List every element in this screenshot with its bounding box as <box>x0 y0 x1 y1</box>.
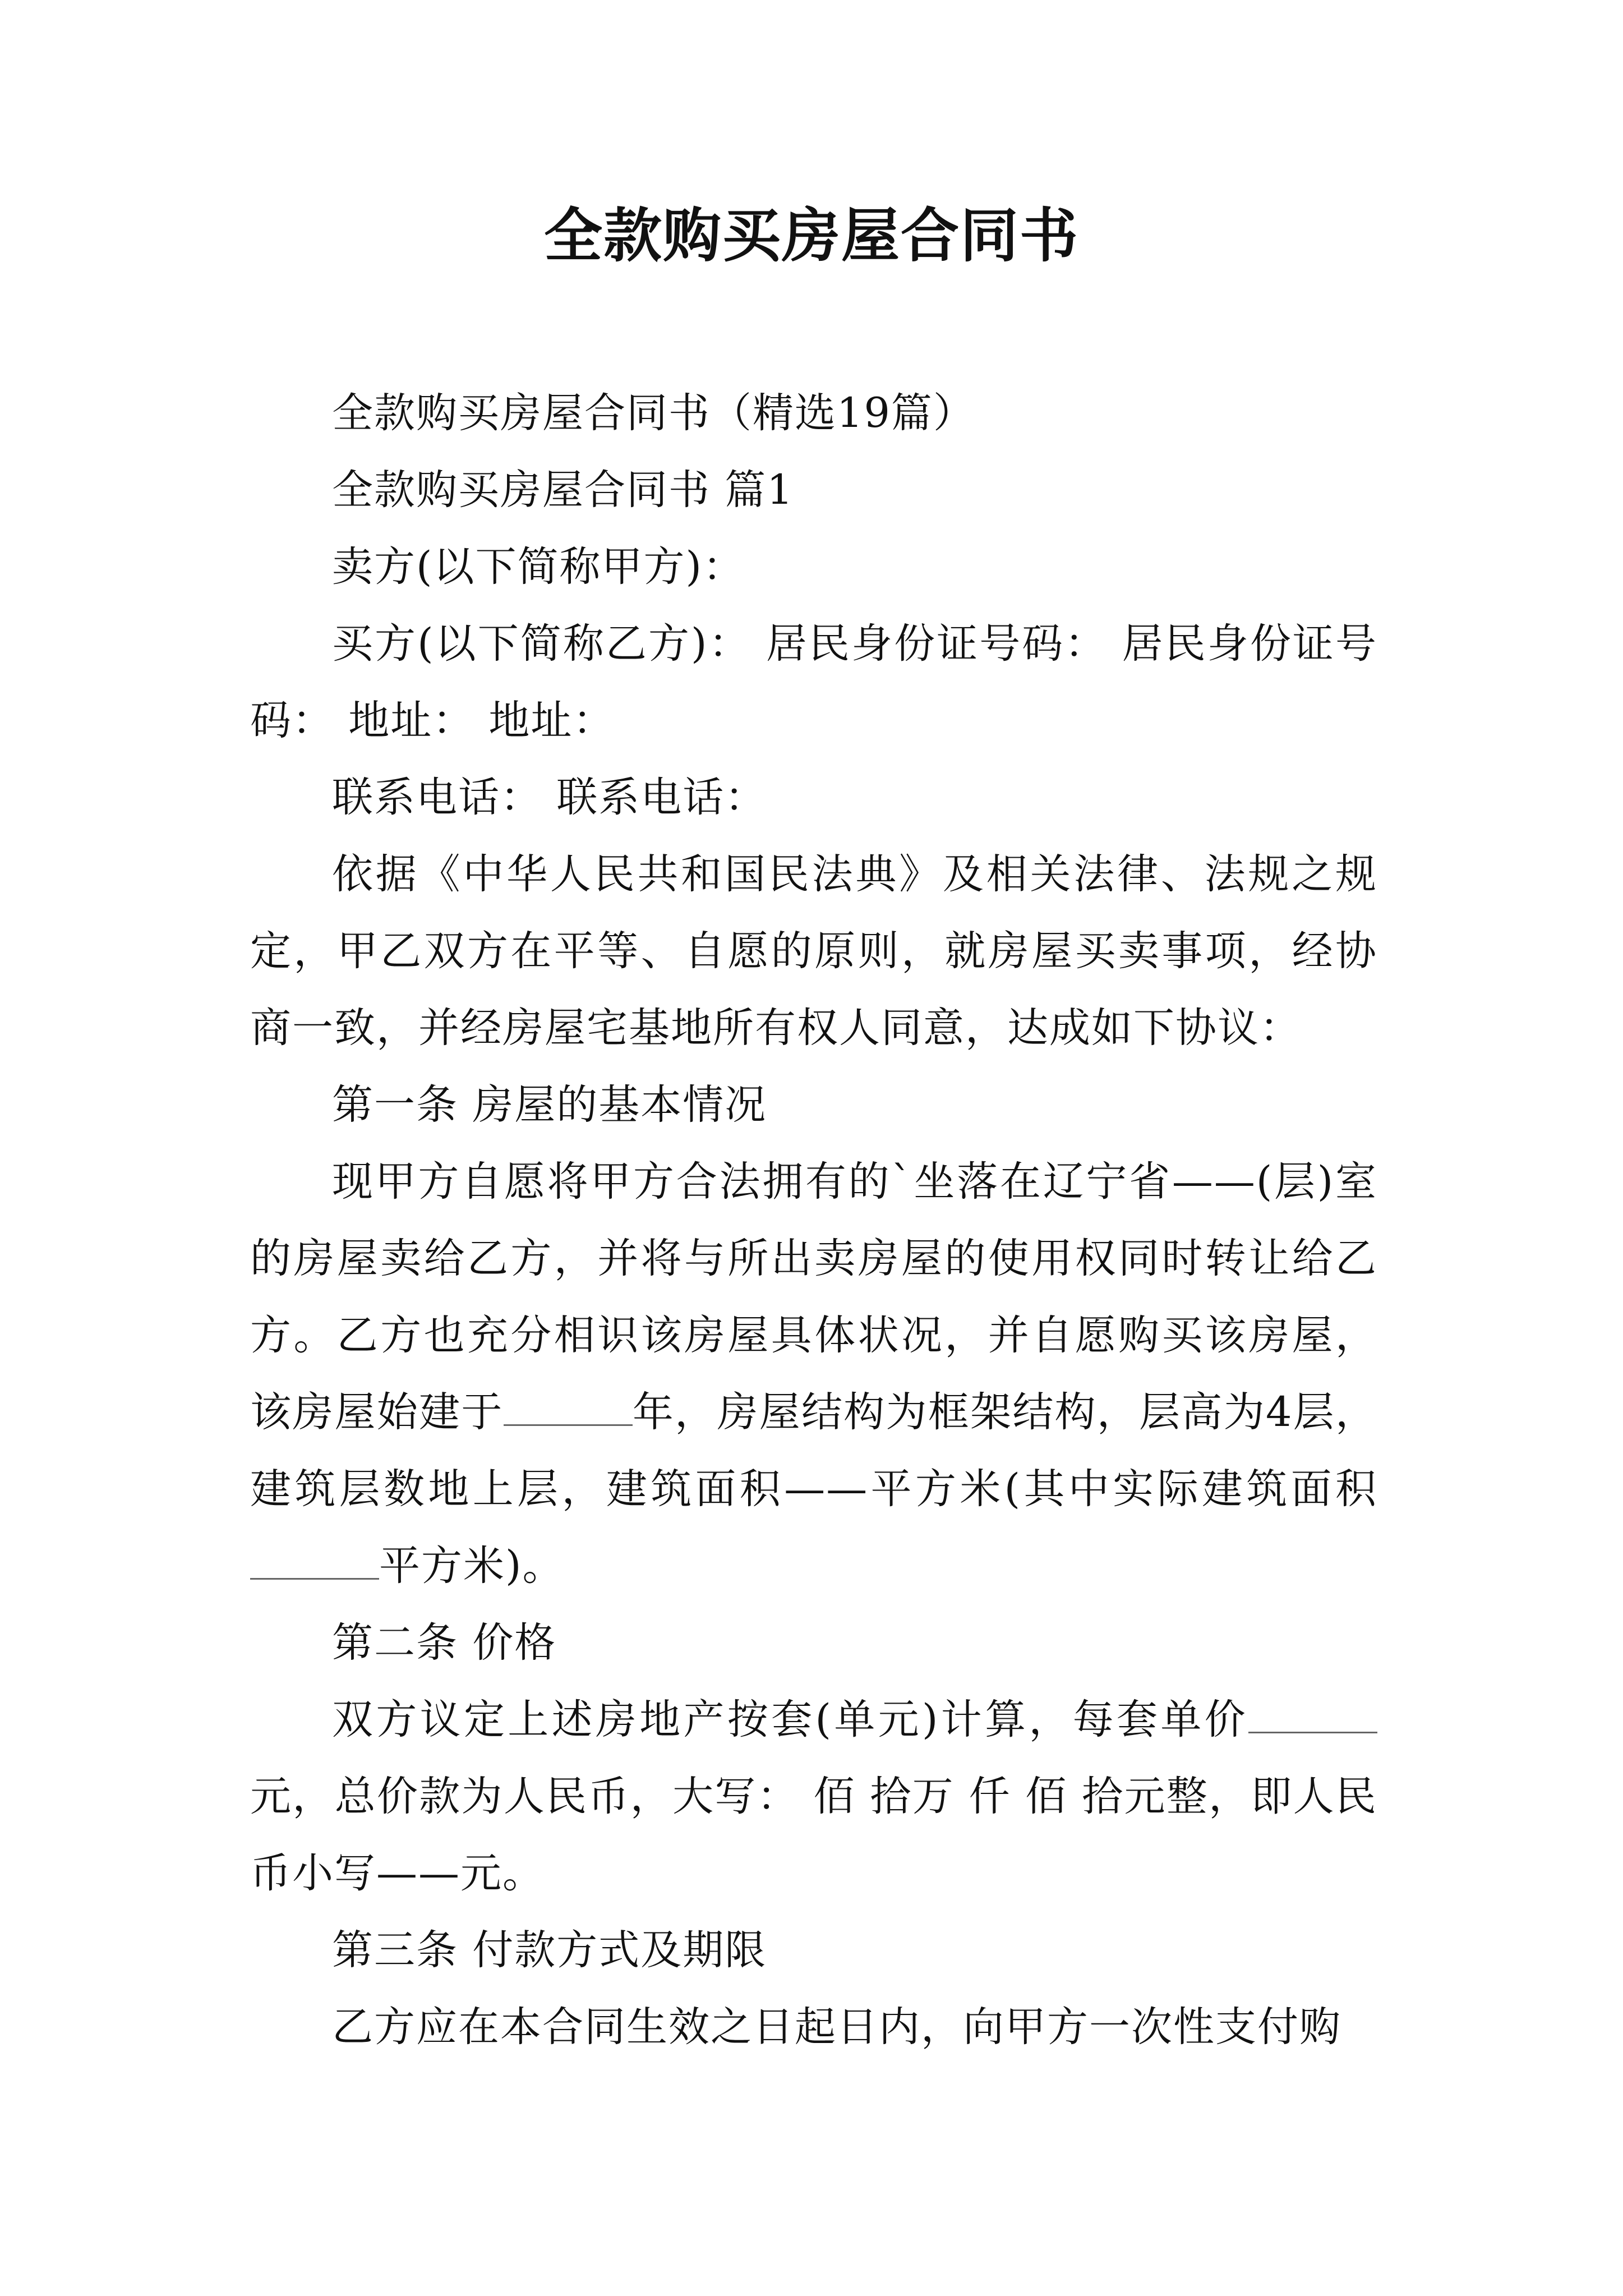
article-3-paragraph: 乙方应在本合同生效之日起日内，向甲方一次性支付购 <box>332 2003 1341 2051</box>
article-3-title: 第三条 付款方式及期限 <box>332 1926 767 1974</box>
blank-year <box>504 1385 633 1426</box>
buyer-line: 买方(以下简称乙方)： 居民身份证号码： 居民身份证号码： 地址： 地址： <box>250 620 1377 744</box>
document-body <box>250 375 1377 2065</box>
blank-area <box>250 1539 379 1580</box>
phone-line: 联系电话： 联系电话： <box>332 774 767 821</box>
article-2-title: 第二条 价格 <box>332 1619 557 1667</box>
section-heading: 全款购买房屋合同书 篇1 <box>332 466 794 514</box>
article-1-title: 第一条 房屋的基本情况 <box>332 1081 767 1129</box>
article-1-text-part-3: 平方米)。 <box>379 1542 565 1590</box>
article-1-text-part-2: 年，房屋结构为框架结构，层高为4层，建筑层数地上层，建筑面积——平方米(其中实际建筑面积 <box>250 1388 1377 1513</box>
article-2-text-part-2: 元，总价款为人民币，大写： 佰 拾万 仟 佰 拾元整，即人民币小写——元。 <box>250 1773 1377 1897</box>
document-title: 全款购买房屋合同书 <box>543 201 1079 270</box>
article-2-text-part-1: 双方议定上述房地产按套(单元)计算，每套单价 <box>332 1696 1248 1743</box>
article-1-text-part-1: 现甲方自愿将甲方合法拥有的`坐落在辽宁省——(层)室的房屋卖给乙方，并将与所出卖房屋的使用权同时转让给乙方。乙方也充分相识该房屋具体状况，并自愿购买该房屋，该房屋始建于 <box>250 1158 1377 1436</box>
article-2-paragraph <box>250 1681 1377 1912</box>
subtitle: 全款购买房屋合同书（精选19篇） <box>332 389 975 437</box>
seller-line: 卖方(以下简称甲方)： <box>332 543 745 591</box>
article-1-paragraph <box>250 1143 1377 1604</box>
blank-unit-price <box>1248 1692 1377 1733</box>
preamble-paragraph: 依据《中华人民共和国民法典》及相关法律、法规之规定，甲乙双方在平等、自愿的原则，就房屋买卖事项，经协商一致，并经房屋宅基地所有权人同意，达成如下协议： <box>250 850 1377 1052</box>
